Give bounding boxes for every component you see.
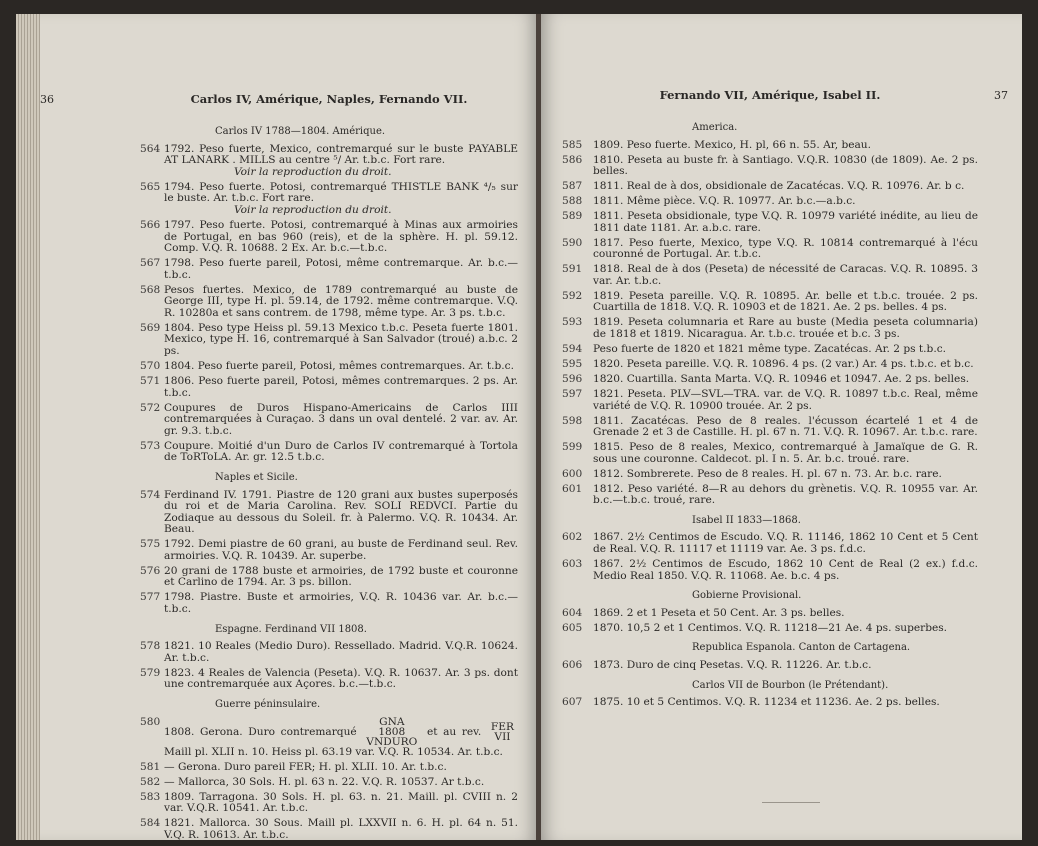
lot-number: 586 <box>562 153 583 166</box>
lot-number: 592 <box>562 289 583 302</box>
section-title: Espagne. Ferdinand VII 1808. <box>215 623 367 635</box>
section-title: Gobierne Provisional. <box>692 590 802 602</box>
lot-number: 598 <box>562 414 583 427</box>
lot-number: 604 <box>562 606 583 619</box>
catalogue-entry <box>140 441 518 464</box>
catalogue-entry <box>140 182 518 217</box>
right-page <box>540 14 1022 840</box>
entry-text: — Mallorca, 30 Sols. H. pl. 63 n. 22. V.Q. R. 10537. Ar t.b.c. <box>164 775 485 788</box>
catalogue-entry <box>562 155 978 178</box>
lot-number: 599 <box>562 441 583 454</box>
entry-text: 1821. Peseta. PLV—SVL—TRA. var. de V.Q. R. 10897 t.b.c. Real, même variété de V.Q. R. 10900 trouée. Ar. 2 ps. <box>593 387 978 412</box>
catalogue-entry <box>562 264 978 287</box>
entry-text: Pesos fuertes. Mexico, de 1789 contremarqué au buste de George III, type H. pl. 59.14, de 1792. même contremarque. V.Q. R. 10280a et sans contrem. de 1798, même type. Ar. 3 ps. t.b.c. <box>164 283 518 319</box>
catalogue-entry <box>562 317 978 340</box>
stamp-line: VNDURO <box>366 735 418 748</box>
lot-number: 579 <box>140 666 161 679</box>
lot-number: 580 <box>140 715 161 728</box>
entry-text: 1817. Peso fuerte, Mexico, type V.Q. R. 10814 contremarqué à l'écu couronné de Portugal. Ar. t.b.c. <box>593 236 978 261</box>
lot-number: 606 <box>562 659 583 671</box>
entry-text: 1806. Peso fuerte pareil, Potosi, mêmes contremarques. 2 ps. Ar. t.b.c. <box>164 375 518 399</box>
catalogue-entry <box>562 181 978 193</box>
entry-text: — Gerona. Duro pareil FER; H. pl. XLII. 10. Ar. t.b.c. <box>164 760 447 773</box>
lot-number: 595 <box>562 358 583 370</box>
lot-number: 571 <box>140 375 161 388</box>
left-page-content <box>40 92 518 845</box>
catalogue-entry <box>562 697 978 709</box>
entry-text: 1809. Tarragona. 30 Sols. H. pl. 63. n. 21. Maill. pl. CVIII n. 2 var. V.Q.R. 10541. Ar. t.b.c. <box>164 790 518 815</box>
lot-number: 582 <box>140 775 161 788</box>
lot-number: 577 <box>140 591 161 604</box>
stamp-line: FER <box>490 720 514 733</box>
lot-number: 581 <box>140 760 161 773</box>
catalogue-entry <box>140 376 518 399</box>
lot-number: 597 <box>562 387 583 400</box>
lot-number: 568 <box>140 283 161 296</box>
end-rule <box>762 802 820 803</box>
catalogue-entry <box>562 374 978 386</box>
entry-text: 1875. 10 et 5 Centimos. V.Q. R. 11234 et 11236. Ae. 2 ps. belles. <box>593 696 940 709</box>
entry-text: 1867. 2½ Centimos de Escudo. V.Q. R. 11146, 1862 10 Cent et 5 Cent de Real. V.Q. R. 11117 et 11119 var. Ae. 3 ps. f.d.c. <box>593 531 978 556</box>
entry-text: Ferdinand IV. 1791. Piastre de 120 grani aux bustes superposés du roi et de Maria Carolina. Rev. SOLI REDVCI. Partie du Zodiaque au dessous du Soleil. fr. à Palermo. V.Q. R. 10434. Ar. Beau. <box>164 488 518 536</box>
entry-text: 1792. Peso fuerte, Mexico, contremarqué sur le buste PAYABLE AT LANARK . MILLS au centre ⁵/ Ar. t.b.c. Fort rare. <box>164 142 518 167</box>
catalogue-entry <box>562 442 978 465</box>
left-header <box>40 92 518 118</box>
entry-text: 1798. Peso fuerte pareil, Potosi, même contremarque. Ar. b.c.—t.b.c. <box>164 257 518 281</box>
catalogue-entry <box>140 285 518 320</box>
lot-number: 584 <box>140 817 161 830</box>
stamp-line: VII <box>494 730 511 743</box>
section-title: Guerre péninsulaire. <box>215 699 321 711</box>
entry-text: 1798. Piastre. Buste et armoiries, V.Q. R. 10436 var. Ar. b.c.—t.b.c. <box>164 591 518 616</box>
lot-number: 596 <box>562 372 583 385</box>
lot-number: 583 <box>140 790 161 803</box>
lot-number: 591 <box>562 263 583 276</box>
catalogue-entry <box>562 416 978 439</box>
catalogue-entry <box>562 359 978 371</box>
entry-text: 1811. Zacatécas. Peso de 8 reales. l'écusson écartelé 1 et 4 de Grenade 2 et 3 de Castille. H. pl. 67 n. 71. V.Q. R. 10967. Ar. t.b.c. rare. <box>593 414 978 439</box>
lot-number: 576 <box>140 564 161 577</box>
entry-text: et au rev. <box>426 725 482 738</box>
lot-number: 602 <box>562 531 583 544</box>
section-title: America. <box>692 122 738 133</box>
lot-number: 564 <box>140 142 161 155</box>
catalogue-entry <box>140 668 518 691</box>
catalogue-entry <box>562 344 978 356</box>
entry-text: 1819. Peseta pareille. V.Q. R. 10895. Ar. belle et t.b.c. trouée. 2 ps. Cuartilla de 1818. V.Q. R. 10903 et de 1821. Ae. 2 ps. belles. 4 ps. <box>593 289 978 314</box>
entry-text: 1869. 2 et 1 Peseta et 50 Cent. Ar. 3 ps. belles. <box>593 606 845 619</box>
catalogue-entry <box>562 238 978 261</box>
running-head: Fernando VII, Amérique, Isabel II. <box>659 88 881 102</box>
catalogue-entry <box>562 623 978 635</box>
entry-text: 1794. Peso fuerte. Potosi, contremarqué THISTLE BANK ⁴/₅ sur le buste. Ar. t.b.c. Fort rare. <box>164 180 518 205</box>
section-title: Carlos IV 1788—1804. Amérique. <box>215 126 386 137</box>
catalogue-entry <box>140 762 518 774</box>
catalogue-entry <box>562 484 978 507</box>
lot-number: 570 <box>140 360 161 373</box>
catalogue-entry <box>562 140 978 152</box>
catalogue-entry <box>562 196 978 208</box>
lot-number: 589 <box>562 210 583 223</box>
entry-text: 1823. 4 Reales de Valencia (Peseta). V.Q. R. 10637. Ar. 3 ps. dont une contremarquée aux Açores. b.c.—t.b.c. <box>164 666 518 691</box>
catalogue-entry <box>562 211 978 234</box>
entry-text: 1873. Duro de cinq Pesetas. V.Q. R. 11226. Ar. t.b.c. <box>593 659 872 671</box>
page-edges <box>16 14 42 840</box>
catalogue-entry <box>562 469 978 481</box>
entry-text: 1811. Même pièce. V.Q. R. 10977. Ar. b.c.—a.b.c. <box>593 195 856 208</box>
entry-text: 1810. Peseta au buste fr. à Santiago. V.Q.R. 10830 (de 1809). Ae. 2 ps. belles. <box>593 153 978 178</box>
right-page-content <box>562 88 1008 712</box>
lot-number: 603 <box>562 558 583 571</box>
lot-number: 569 <box>140 321 161 334</box>
catalogue-entry <box>562 660 978 672</box>
lot-number: 600 <box>562 467 583 480</box>
lot-number: 573 <box>140 439 161 452</box>
lot-number: 567 <box>140 257 161 270</box>
catalogue-entry <box>140 777 518 789</box>
entry-text: 1809. Peso fuerte. Mexico, H. pl, 66 n. 55. Ar, beau. <box>593 138 872 151</box>
lot-number: 601 <box>562 482 583 495</box>
catalogue-entry <box>140 220 518 255</box>
catalogue-entry <box>140 144 518 179</box>
entry-text: Peso fuerte de 1820 et 1821 même type. Zacatécas. Ar. 2 ps t.b.c. <box>593 343 946 356</box>
lot-number: 572 <box>140 401 161 414</box>
catalogue-entry <box>140 490 518 536</box>
catalogue-entry <box>562 608 978 620</box>
entry-text: Coupures de Duros Hispano-Americains de Carlos IIII contremarquées à Curaçao. 3 dans un oval dentelé. 2 var. av. Ar. gr. 9.3. t.b.c. <box>164 401 518 437</box>
lot-number: 588 <box>562 195 583 208</box>
section-title: Republica Espanola. Canton de Cartagena. <box>692 642 911 654</box>
section-title: Naples et Sicile. <box>215 471 298 483</box>
entry-text: 1797. Peso fuerte. Potosi, contremarqué à Minas aux armoiries de Portugal, en bas 960 (reis), et de la sphère. H. pl. 59.12. Comp. V.Q. R. 10688. 2 Ex. Ar. b.c.—t.b.c. <box>164 218 518 255</box>
entry-text: 1811. Peseta obsidionale, type V.Q. R. 10979 variété inédite, au lieu de 1811 date 1181. Ar. a.b.c. rare. <box>593 210 978 234</box>
entry-text: 1818. Real de à dos (Peseta) de nécessité de Caracas. V.Q. R. 10895. 3 var. Ar. t.b.c. <box>593 263 978 287</box>
catalogue-entry <box>562 291 978 314</box>
entry-text: 1811. Real de à dos, obsidionale de Zacatécas. V.Q. R. 10976. Ar. b c. <box>593 180 965 193</box>
lot-number: 594 <box>562 343 583 356</box>
catalogue-entry <box>140 361 518 373</box>
entry-text: 1820. Peseta pareille. V.Q. R. 10896. 4 ps. (2 var.) Ar. 4 ps. t.b.c. et b.c. <box>593 358 974 370</box>
lot-number: 574 <box>140 488 161 501</box>
catalogue-entry <box>562 532 978 555</box>
entry-text: 1804. Peso type Heiss pl. 59.13 Mexico t.b.c. Peseta fuerte 1801. Mexico, type H. 16, contremarqué à San Salvador (troué) a.b.c. 2 ps. <box>164 321 518 358</box>
catalogue-entry <box>562 559 978 582</box>
stamp-line: GNA <box>379 715 405 728</box>
book-gutter <box>536 14 541 840</box>
entry-text: 1792. Demi piastre de 60 grani, au buste de Ferdinand seul. Rev. armoiries. V.Q. R. 10439. Ar. superbe. <box>164 538 518 562</box>
entry-note: Voir la reproduction du droit. <box>234 203 392 216</box>
page-number: 37 <box>994 89 1008 102</box>
lot-number: 593 <box>562 316 583 329</box>
entry-text: 1804. Peso fuerte pareil, Potosi, mêmes contremarques. Ar. t.b.c. <box>164 360 514 373</box>
page-number: 36 <box>40 93 54 106</box>
lot-number: 585 <box>562 138 583 151</box>
catalogue-entry <box>140 539 518 562</box>
entry-text: Coupure. Moitié d'un Duro de Carlos IV contremarqué à Tortola de ToRToLA. Ar. gr. 12.5 t.b.c. <box>164 439 518 464</box>
entry-text: 20 grani de 1788 buste et armoiries, de 1792 buste et couronne et Carlino de 1794. Ar. 3 ps. billon. <box>164 564 518 589</box>
entry-text: 1819. Peseta columnaria et Rare au buste (Media peseta columnaria) de 1818 et 1819. Nicaragua. Ar. t.b.c. trouée et b.c. 3 ps. <box>593 316 978 341</box>
catalogue-entry <box>140 818 518 841</box>
entry-text: 1812. Sombrerete. Peso de 8 reales. H. pl. 67 n. 73. Ar. b.c. rare. <box>593 467 942 480</box>
section-title: Isabel II 1833—1868. <box>692 514 801 526</box>
stamp-line: 1808 <box>378 725 406 738</box>
entry-text: 1820. Cuartilla. Santa Marta. V.Q. R. 10946 et 10947. Ae. 2 ps. belles. <box>593 372 970 385</box>
entry-text: 1821. 10 Reales (Medio Duro). Ressellado. Madrid. V.Q.R. 10624. Ar. t.b.c. <box>164 640 518 664</box>
entry-text: 1870. 10,5 2 et 1 Centimos. V.Q. R. 11218—21 Ae. 4 ps. superbes. <box>593 621 948 634</box>
entry-note: Voir la reproduction du droit. <box>234 165 392 178</box>
lot-number: 578 <box>140 640 161 653</box>
catalogue-entry <box>562 389 978 412</box>
entry-text: 1821. Mallorca. 30 Sous. Maill pl. LXXVII n. 6. H. pl. 64 n. 51. V.Q. R. 10613. Ar. t.b.c. <box>164 817 518 841</box>
lot-number: 587 <box>562 180 583 193</box>
left-page <box>40 14 538 840</box>
catalogue-entry <box>140 403 518 438</box>
catalogue-entry <box>140 592 518 615</box>
lot-number: 605 <box>562 621 583 634</box>
lot-number: 566 <box>140 218 161 231</box>
lot-number: 575 <box>140 538 161 551</box>
right-header <box>562 88 1008 114</box>
running-head: Carlos IV, Amérique, Naples, Fernando VII. <box>190 92 468 106</box>
reverse-stamp <box>491 722 514 742</box>
entry-text: Maill pl. XLII n. 10. Heiss pl. 63.19 var. V.Q. R. 10534. Ar. t.b.c. <box>164 745 503 758</box>
catalogue-entry-580 <box>140 717 518 759</box>
countermark-stamp <box>366 717 417 747</box>
lot-number: 590 <box>562 236 583 249</box>
catalogue-entry <box>140 792 518 815</box>
entry-text: 1808. Gerona. Duro contremarqué <box>164 725 357 738</box>
section-title: Carlos VII de Bourbon (le Prétendant). <box>692 679 889 691</box>
catalogue-entry <box>140 323 518 358</box>
entry-text: 1867. 2½ Centimos de Escudo, 1862 10 Cent de Real (2 ex.) f.d.c. Medio Real 1850. V.Q. R. 11068. Ae. b.c. 4 ps. <box>593 558 978 582</box>
catalogue-entry <box>140 641 518 664</box>
catalogue-entry <box>140 566 518 589</box>
entry-text: 1812. Peso variété. 8—R au dehors du grènetis. V.Q. R. 10955 var. Ar. b.c.—t.b.c. troué, rare. <box>593 482 978 507</box>
catalogue-entry <box>140 258 518 281</box>
lot-number: 607 <box>562 696 583 709</box>
entry-text: 1815. Peso de 8 reales, Mexico, contremarqué à Jamaïque de G. R. sous une couronne. Caldecot. pl. I n. 5. Ar. b.c. troué. rare. <box>593 441 978 465</box>
lot-number: 565 <box>140 180 161 193</box>
